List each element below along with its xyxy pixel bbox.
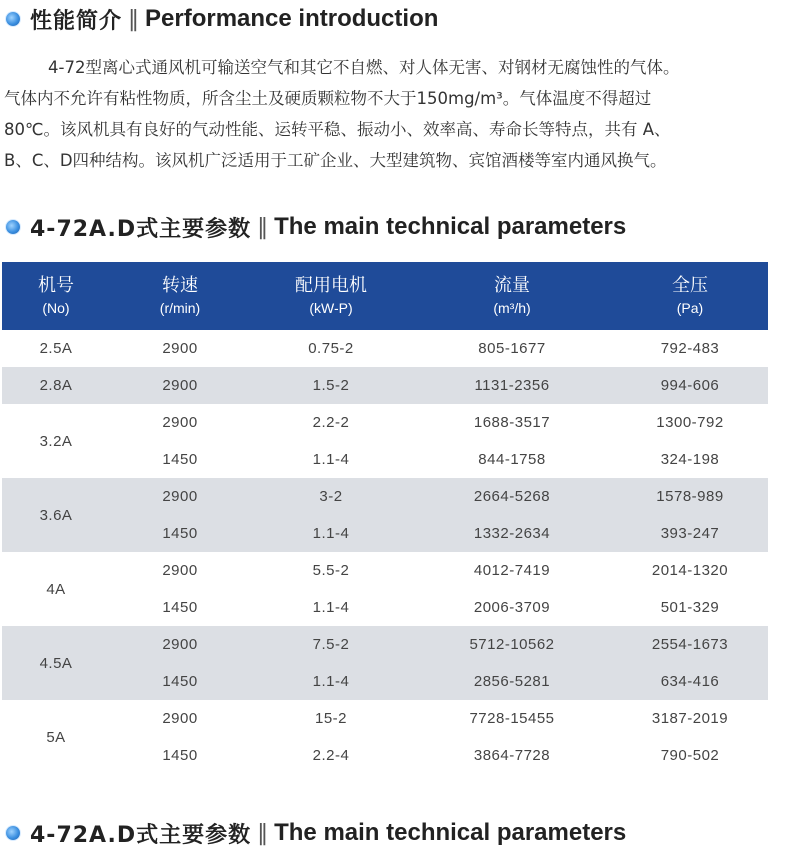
cell-motor: 15-2 bbox=[314, 710, 348, 727]
intro-line: 气体内不允许有粘性物质，所含尘土及硬质颗粒物不大于150mg/m³。气体温度不得超过 bbox=[4, 89, 652, 108]
heading-en: Performance introduction bbox=[145, 5, 439, 32]
cell-pressure: 634-416 bbox=[612, 663, 768, 700]
cell-pressure: 1300-792 bbox=[656, 414, 724, 431]
parameters-heading-2 bbox=[6, 818, 626, 848]
table-row bbox=[2, 589, 768, 626]
cell-motor: 1.1-4 bbox=[250, 515, 412, 552]
cell-model-no: 3.6A bbox=[2, 478, 110, 552]
table-header-row bbox=[2, 262, 768, 330]
cell-speed: 1450 bbox=[110, 515, 250, 552]
heading-cn: 性能简介 bbox=[30, 8, 123, 34]
cell-model-no: 4.5A bbox=[2, 626, 110, 700]
header-motor: 配用电机 (kW-P) bbox=[250, 262, 412, 330]
cell-pressure: 3187-2019 bbox=[651, 710, 729, 727]
table-row bbox=[2, 737, 768, 774]
cell-flow: 3864-7728 bbox=[473, 747, 551, 764]
table-body bbox=[2, 330, 768, 774]
table-row bbox=[2, 441, 768, 478]
cell-motor: 1.1-4 bbox=[312, 599, 350, 616]
cell-pressure: 994-606 bbox=[612, 367, 768, 404]
cell-pressure: 501-329 bbox=[660, 599, 720, 616]
bullet-icon bbox=[6, 220, 20, 234]
table-row bbox=[2, 663, 768, 700]
header-speed: 转速 (r/min) bbox=[110, 262, 250, 330]
intro-paragraph bbox=[4, 52, 786, 176]
cell-speed: 1450 bbox=[162, 599, 198, 616]
cell-motor: 0.75-2 bbox=[308, 340, 354, 357]
cell-motor: 2.2-2 bbox=[312, 414, 350, 431]
table-row bbox=[2, 552, 768, 589]
heading-separator: ‖ bbox=[128, 6, 140, 32]
heading-separator: ‖ bbox=[257, 820, 269, 846]
cell-pressure: 792-483 bbox=[660, 340, 720, 357]
cell-speed: 2900 bbox=[162, 562, 198, 579]
parameters-heading bbox=[6, 212, 626, 242]
cell-speed: 2900 bbox=[110, 626, 250, 663]
bullet-icon bbox=[6, 826, 20, 840]
cell-motor: 1.5-2 bbox=[250, 367, 412, 404]
cell-flow: 1131-2356 bbox=[412, 367, 612, 404]
cell-pressure: 790-502 bbox=[660, 747, 720, 764]
cell-model-no: 2.8A bbox=[2, 367, 110, 404]
cell-pressure: 2554-1673 bbox=[612, 626, 768, 663]
table-row bbox=[2, 330, 768, 367]
table-row bbox=[2, 478, 768, 515]
cell-model-no: 3.2A bbox=[39, 432, 73, 450]
cell-speed: 1450 bbox=[162, 747, 198, 764]
parameters-table-container bbox=[2, 262, 768, 774]
cell-flow: 7728-15455 bbox=[469, 710, 555, 727]
table-row bbox=[2, 700, 768, 737]
header-flow: 流量 (m³/h) bbox=[412, 262, 612, 330]
cell-motor: 1.1-4 bbox=[250, 663, 412, 700]
cell-flow: 5712-10562 bbox=[412, 626, 612, 663]
cell-speed: 2900 bbox=[162, 710, 198, 727]
header-pressure: 全压 (Pa) bbox=[612, 262, 768, 330]
cell-pressure: 393-247 bbox=[612, 515, 768, 552]
cell-speed: 2900 bbox=[110, 478, 250, 515]
cell-speed: 2900 bbox=[110, 367, 250, 404]
cell-pressure: 2014-1320 bbox=[651, 562, 729, 579]
cell-flow: 4012-7419 bbox=[473, 562, 551, 579]
parameters-table bbox=[2, 262, 768, 774]
cell-flow: 844-1758 bbox=[478, 451, 546, 468]
cell-speed: 1450 bbox=[162, 451, 198, 468]
table-row bbox=[2, 626, 768, 663]
cell-motor: 7.5-2 bbox=[250, 626, 412, 663]
cell-motor: 5.5-2 bbox=[312, 562, 350, 579]
table-row bbox=[2, 367, 768, 404]
cell-flow: 1688-3517 bbox=[473, 414, 551, 431]
intro-line: 80℃。该风机具有良好的气动性能、运转平稳、振动小、效率高、寿命长等特点，共有 A、 bbox=[4, 120, 671, 139]
intro-line: 4-72型离心式通风机可输送空气和其它不自燃、对人体无害、对钢材无腐蚀性的气体。 bbox=[48, 58, 680, 77]
cell-model-no: 5A bbox=[46, 728, 66, 746]
cell-motor: 3-2 bbox=[250, 478, 412, 515]
cell-motor: 2.2-4 bbox=[312, 747, 350, 764]
cell-flow: 805-1677 bbox=[478, 340, 546, 357]
header-no: 机号 (No) bbox=[2, 262, 110, 330]
cell-flow: 2664-5268 bbox=[412, 478, 612, 515]
cell-motor: 1.1-4 bbox=[312, 451, 350, 468]
heading-cn: 4-72A.D式主要参数 bbox=[30, 822, 252, 848]
heading-en: The main technical parameters bbox=[274, 213, 627, 240]
cell-speed: 1450 bbox=[110, 663, 250, 700]
cell-pressure: 324-198 bbox=[660, 451, 720, 468]
cell-flow: 2006-3709 bbox=[473, 599, 551, 616]
intro-line: B、C、D四种结构。该风机广泛适用于工矿企业、大型建筑物、宾馆酒楼等室内通风换气。 bbox=[4, 151, 667, 170]
performance-intro-heading bbox=[6, 4, 438, 34]
heading-separator: ‖ bbox=[257, 214, 269, 240]
table-row bbox=[2, 515, 768, 552]
cell-speed: 2900 bbox=[162, 340, 198, 357]
cell-flow: 2856-5281 bbox=[412, 663, 612, 700]
cell-pressure: 1578-989 bbox=[612, 478, 768, 515]
bullet-icon bbox=[6, 12, 20, 26]
cell-flow: 1332-2634 bbox=[412, 515, 612, 552]
cell-model-no: 4A bbox=[46, 580, 66, 598]
cell-speed: 2900 bbox=[162, 414, 198, 431]
heading-en: The main technical parameters bbox=[274, 819, 627, 846]
cell-model-no: 2.5A bbox=[39, 340, 73, 357]
heading-cn: 4-72A.D式主要参数 bbox=[30, 216, 252, 242]
table-row bbox=[2, 404, 768, 441]
